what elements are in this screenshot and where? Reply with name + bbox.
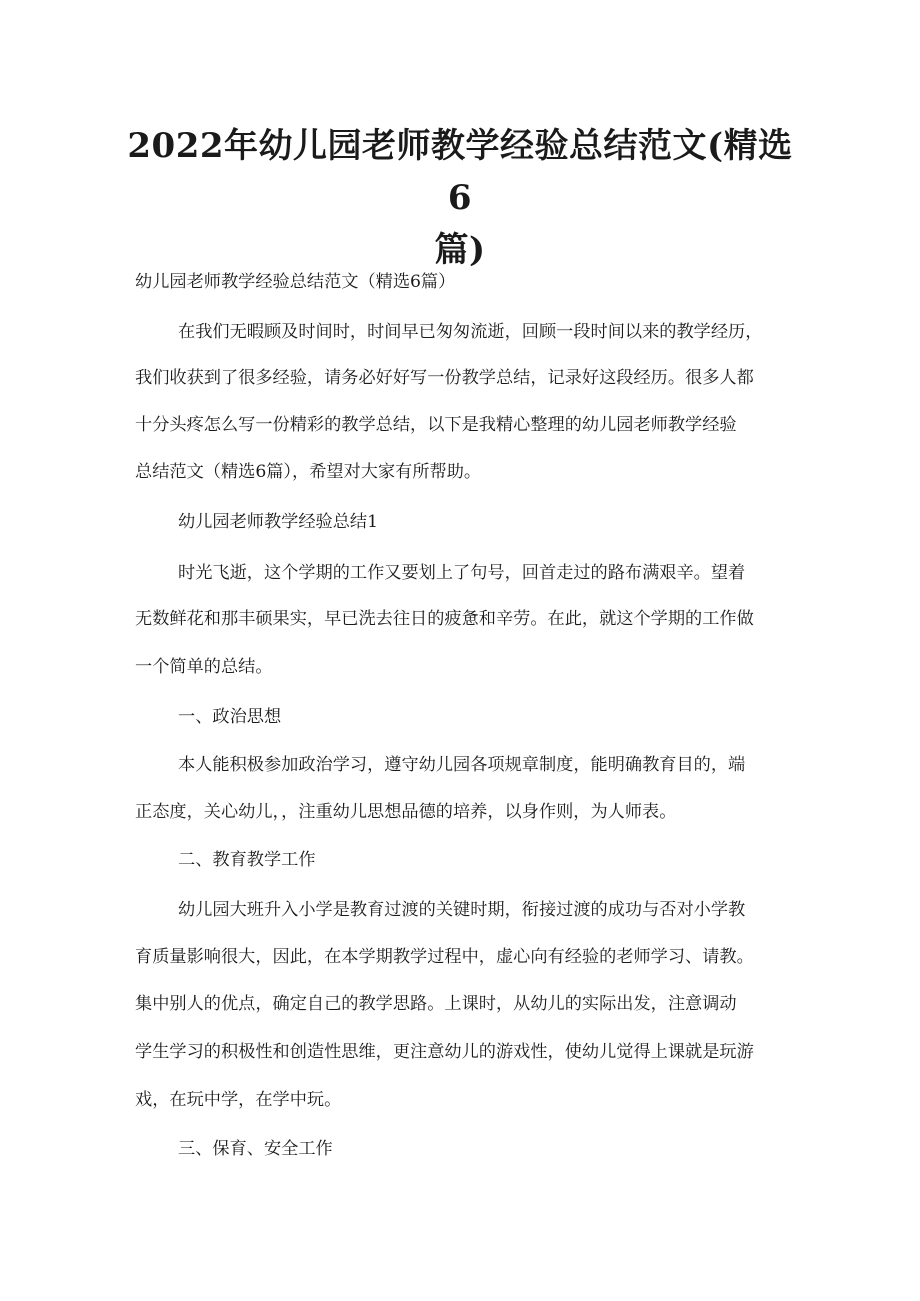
- document-title: [120, 120, 800, 276]
- section1-line: 无数鲜花和那丰硕果实，早已洗去往日的疲惫和辛劳。在此，就这个学期的工作做: [135, 609, 754, 629]
- part2-line: 幼儿园大班升入小学是教育过渡的关键时期，衔接过渡的成功与否对小学教: [178, 900, 746, 920]
- section1-line: 时光飞逝，这个学期的工作又要划上了句号，回首走过的路布满艰辛。望着: [178, 563, 746, 583]
- part2-line: 戏，在玩中学，在学中玩。: [135, 1090, 342, 1110]
- part1-heading: 一、政治思想: [178, 707, 282, 727]
- part1-line: 本人能积极参加政治学习，遵守幼儿园各项规章制度，能明确教育目的，端: [178, 755, 746, 775]
- part2-line: 学生学习的积极性和创造性思维，更注意幼儿的游戏性，使幼儿觉得上课就是玩游: [135, 1042, 754, 1062]
- part2-line: 集中别人的优点，确定自己的教学思路。上课时，从幼儿的实际出发，注意调动: [135, 994, 737, 1014]
- intro-line: 十分头疼怎么写一份精彩的教学总结，以下是我精心整理的幼儿园老师教学经验: [135, 415, 737, 435]
- intro-line: 在我们无暇顾及时间时，时间早已匆匆流逝，回顾一段时间以来的教学经历，: [178, 322, 763, 342]
- title-line-1: 2022年幼儿园老师教学经验总结范文(精选6: [127, 126, 793, 218]
- part2-heading: 二、教育教学工作: [178, 850, 316, 870]
- part1-line: 正态度，关心幼儿，，注重幼儿思想品德的培养，以身作则，为人师表。: [135, 802, 677, 822]
- part3-heading: 三、保育、安全工作: [178, 1139, 333, 1159]
- document-subtitle: 幼儿园老师教学经验总结范文（精选6篇）: [135, 272, 456, 292]
- section1-line: 一个简单的总结。: [135, 657, 273, 677]
- part2-line: 育质量影响很大，因此，在本学期教学过程中，虚心向有经验的老师学习、请教。: [135, 947, 754, 967]
- title-line-2: 篇): [434, 230, 486, 270]
- intro-line: 总结范文（精选6篇），希望对大家有所帮助。: [135, 462, 482, 482]
- section-heading: 幼儿园老师教学经验总结1: [178, 512, 378, 532]
- intro-line: 我们收获到了很多经验，请务必好好写一份教学总结，记录好这段经历。很多人都: [135, 368, 754, 388]
